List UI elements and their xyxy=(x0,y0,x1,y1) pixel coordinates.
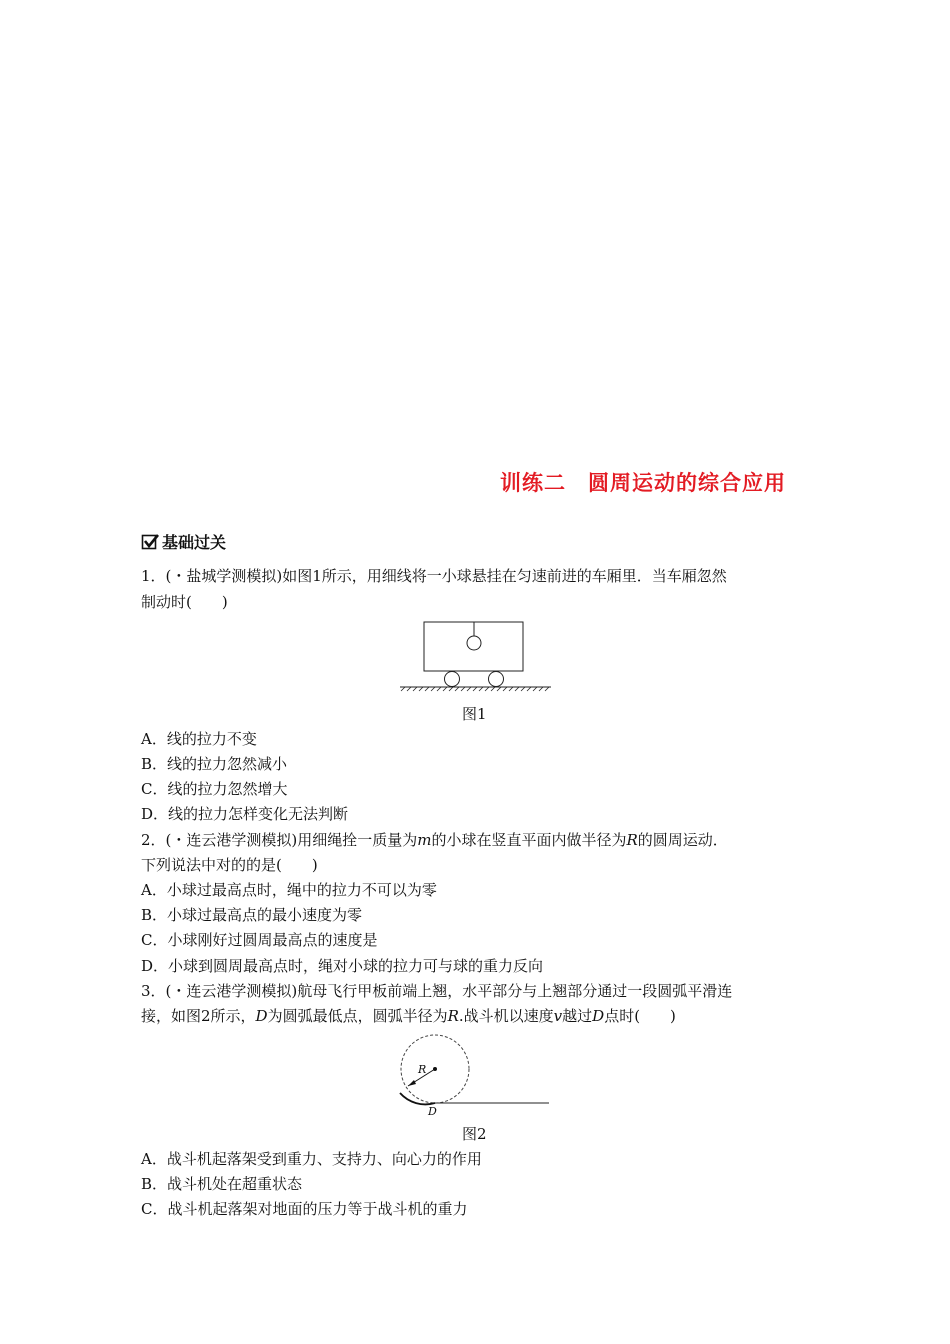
var-R: R xyxy=(447,1007,459,1025)
q3-option-c: C．战斗机起落架对地面的压力等于战斗机的重力 xyxy=(141,1200,468,1218)
q2-option-a: A．小球过最高点时，绳中的拉力不可以为零 xyxy=(141,881,437,899)
q2-option-c: C．小球刚好过圆周最高点的速度是 xyxy=(141,931,378,949)
q1-option-c: C．线的拉力忽然增大 xyxy=(141,780,288,798)
q3-option-b: B．战斗机处在超重状态 xyxy=(141,1175,303,1193)
q3-stem-line2: 接，如图2所示，D为圆弧最低点，圆弧半径为R.战斗机以速度v越过D点时( ) xyxy=(141,1007,676,1025)
q1-stem-line1: 1．(・盐城学测模拟)如图1所示，用细线将一小球悬挂在匀速前进的车厢里．当车厢忽然 xyxy=(141,567,727,585)
q2-stem-line2: 下列说法中对的的是( ) xyxy=(141,856,318,874)
var-R: R xyxy=(626,831,638,849)
q2-option-b: B．小球过最高点的最小速度为零 xyxy=(141,906,363,924)
figure-2-caption: 图2 xyxy=(462,1125,487,1143)
figure-2-label-R: R xyxy=(418,1063,427,1076)
figure-1-caption: 图1 xyxy=(462,705,487,723)
q2-option-d: D．小球到圆周最高点时，绳对小球的拉力可与球的重力反向 xyxy=(141,957,544,975)
var-D: D xyxy=(255,1007,268,1025)
q1-stem-line2: 制动时( ) xyxy=(141,593,228,611)
var-v: v xyxy=(553,1007,563,1025)
var-m: m xyxy=(417,831,432,849)
q3-stem-line1: 3．(・连云港学测模拟)航母飞行甲板前端上翘，水平部分与上翘部分通过一段圆弧平滑连 xyxy=(141,982,733,1000)
section-label: 基础过关 xyxy=(162,533,227,552)
figure-2-arc xyxy=(392,1033,552,1117)
var-D: D xyxy=(592,1007,605,1025)
checkbox-check-icon xyxy=(141,533,159,551)
q3-option-a: A．战斗机起落架受到重力、支持力、向心力的作用 xyxy=(141,1150,482,1168)
figure-1-cart xyxy=(398,620,553,692)
page-title: 训练二 圆周运动的综合应用 xyxy=(500,471,786,495)
q1-option-a: A．线的拉力不变 xyxy=(141,730,257,748)
figure-2-label-D: D xyxy=(428,1105,437,1117)
q1-option-b: B．线的拉力忽然减小 xyxy=(141,755,288,773)
q1-option-d: D．线的拉力怎样变化无法判断 xyxy=(141,805,349,823)
section-heading xyxy=(141,530,226,553)
q2-stem-line1: 2．(・连云港学测模拟)用细绳拴一质量为m的小球在竖直平面内做半径为R的圆周运动． xyxy=(141,831,728,849)
